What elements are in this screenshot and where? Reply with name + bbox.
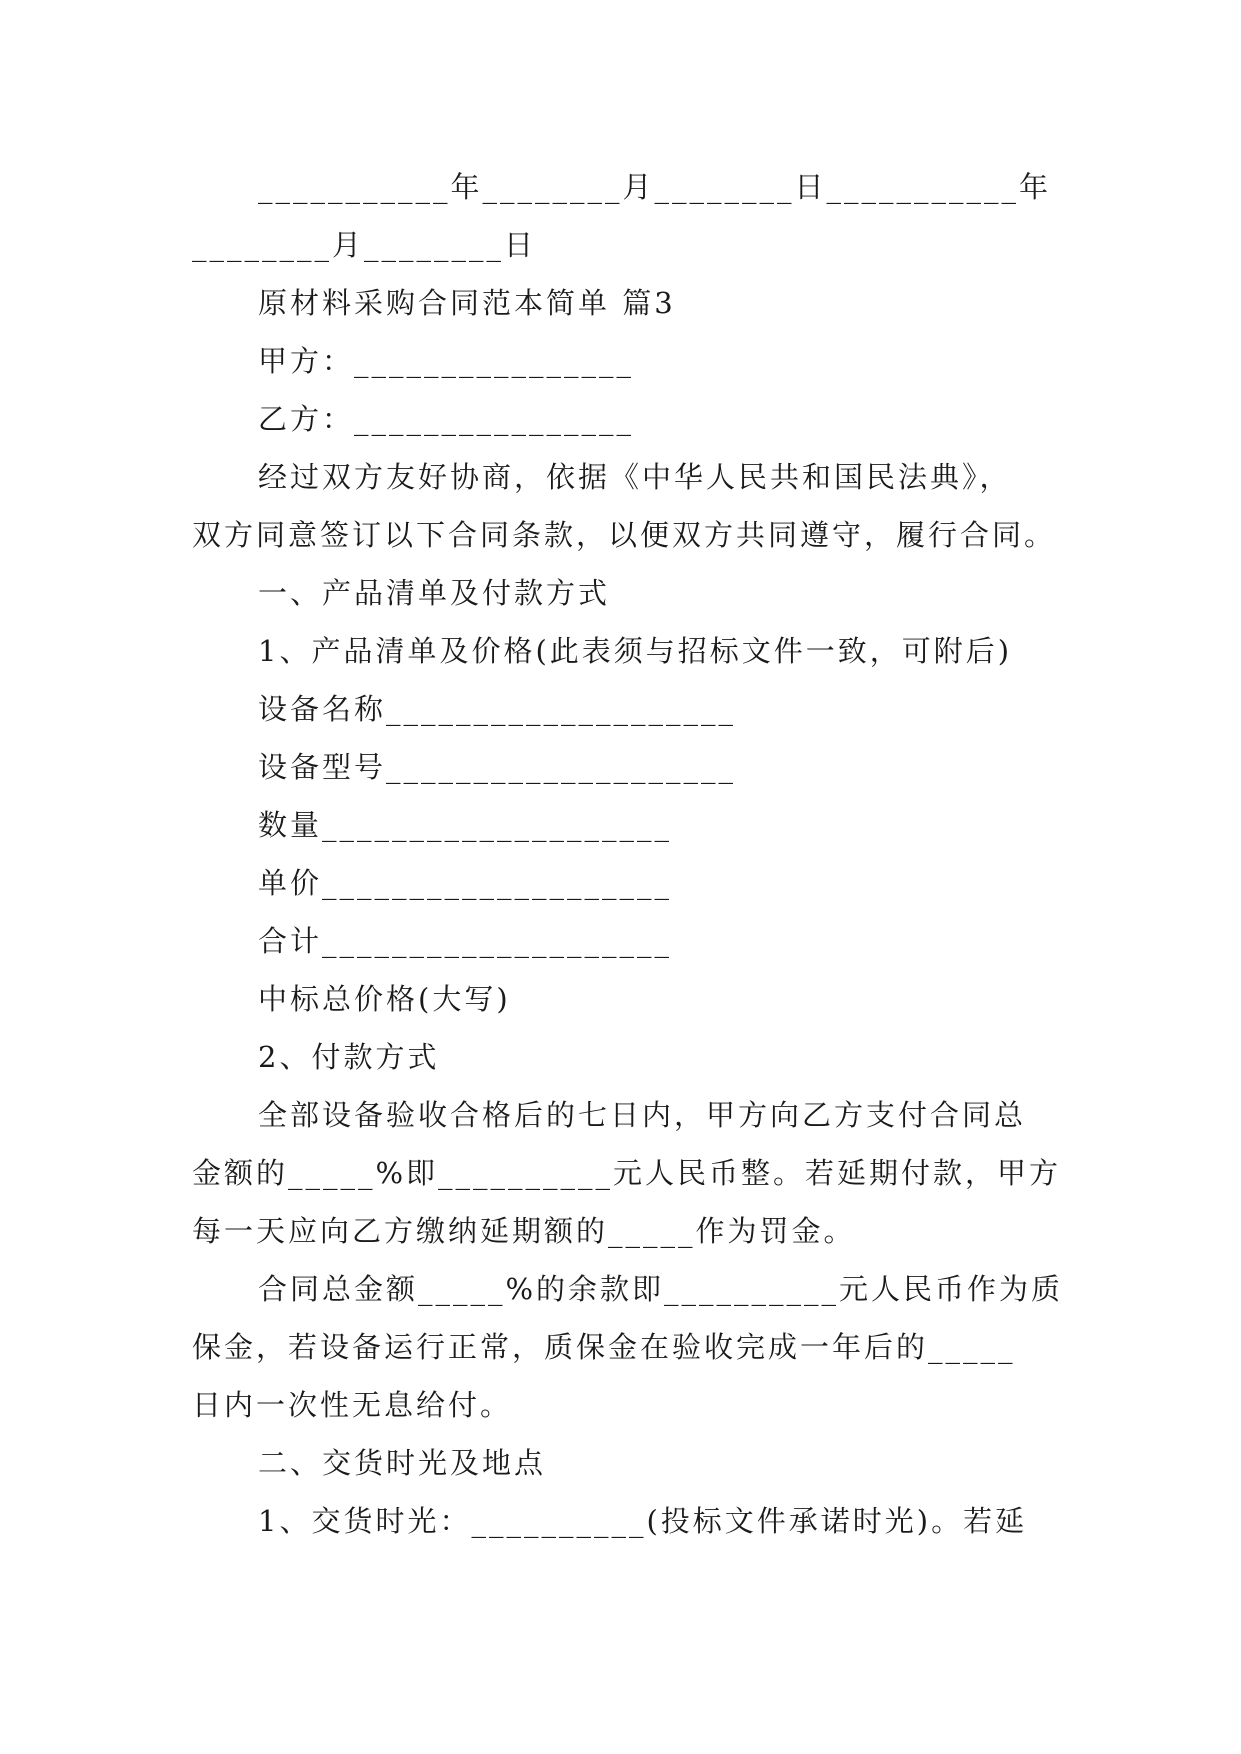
total-field: 合计____________________: [258, 924, 673, 958]
clause-heading: 一、产品清单及付款方式: [258, 576, 611, 610]
section-title: 原材料采购合同范本简单 篇3: [258, 286, 676, 320]
clause-heading: 二、交货时光及地点: [258, 1446, 547, 1480]
party-a-field: 甲方：________________: [258, 344, 635, 378]
intro-paragraph-line: 经过双方友好协商，依据《中华人民共和国民法典》，: [258, 460, 1012, 494]
subclause-heading: 2、付款方式: [258, 1040, 440, 1074]
winning-bid-total-field: 中标总价格(大写): [258, 982, 511, 1016]
date-line-continued: ________月________日: [192, 228, 537, 262]
unit-price-field: 单价____________________: [258, 866, 673, 900]
delivery-paragraph-line: 1、交货时光：__________(投标文件承诺时光)。若延: [258, 1504, 1028, 1538]
payment-paragraph-line: 金额的_____%即__________元人民币整。若延期付款，甲方: [192, 1156, 1062, 1190]
payment-paragraph-line: 每一天应向乙方缴纳延期额的_____作为罚金。: [192, 1214, 856, 1248]
payment-paragraph-line: 全部设备验收合格后的七日内，甲方向乙方支付合同总: [258, 1098, 1027, 1132]
warranty-paragraph-line: 保金，若设备运行正常，质保金在验收完成一年后的_____: [192, 1330, 1016, 1364]
intro-paragraph-line: 双方同意签订以下合同条款，以便双方共同遵守，履行合同。: [192, 518, 1057, 552]
equipment-model-field: 设备型号____________________: [258, 750, 737, 784]
subclause-heading: 1、产品清单及价格(此表须与招标文件一致，可附后): [258, 634, 1013, 668]
equipment-name-field: 设备名称____________________: [258, 692, 737, 726]
document-page: [192, 158, 1064, 1550]
warranty-paragraph-line: 日内一次性无息给付。: [192, 1388, 513, 1422]
party-b-field: 乙方：________________: [258, 402, 635, 436]
warranty-paragraph-line: 合同总金额_____%的余款即__________元人民币作为质: [258, 1272, 1064, 1306]
quantity-field: 数量____________________: [258, 808, 673, 842]
date-line: ___________年________月________日___________年: [258, 170, 1052, 204]
